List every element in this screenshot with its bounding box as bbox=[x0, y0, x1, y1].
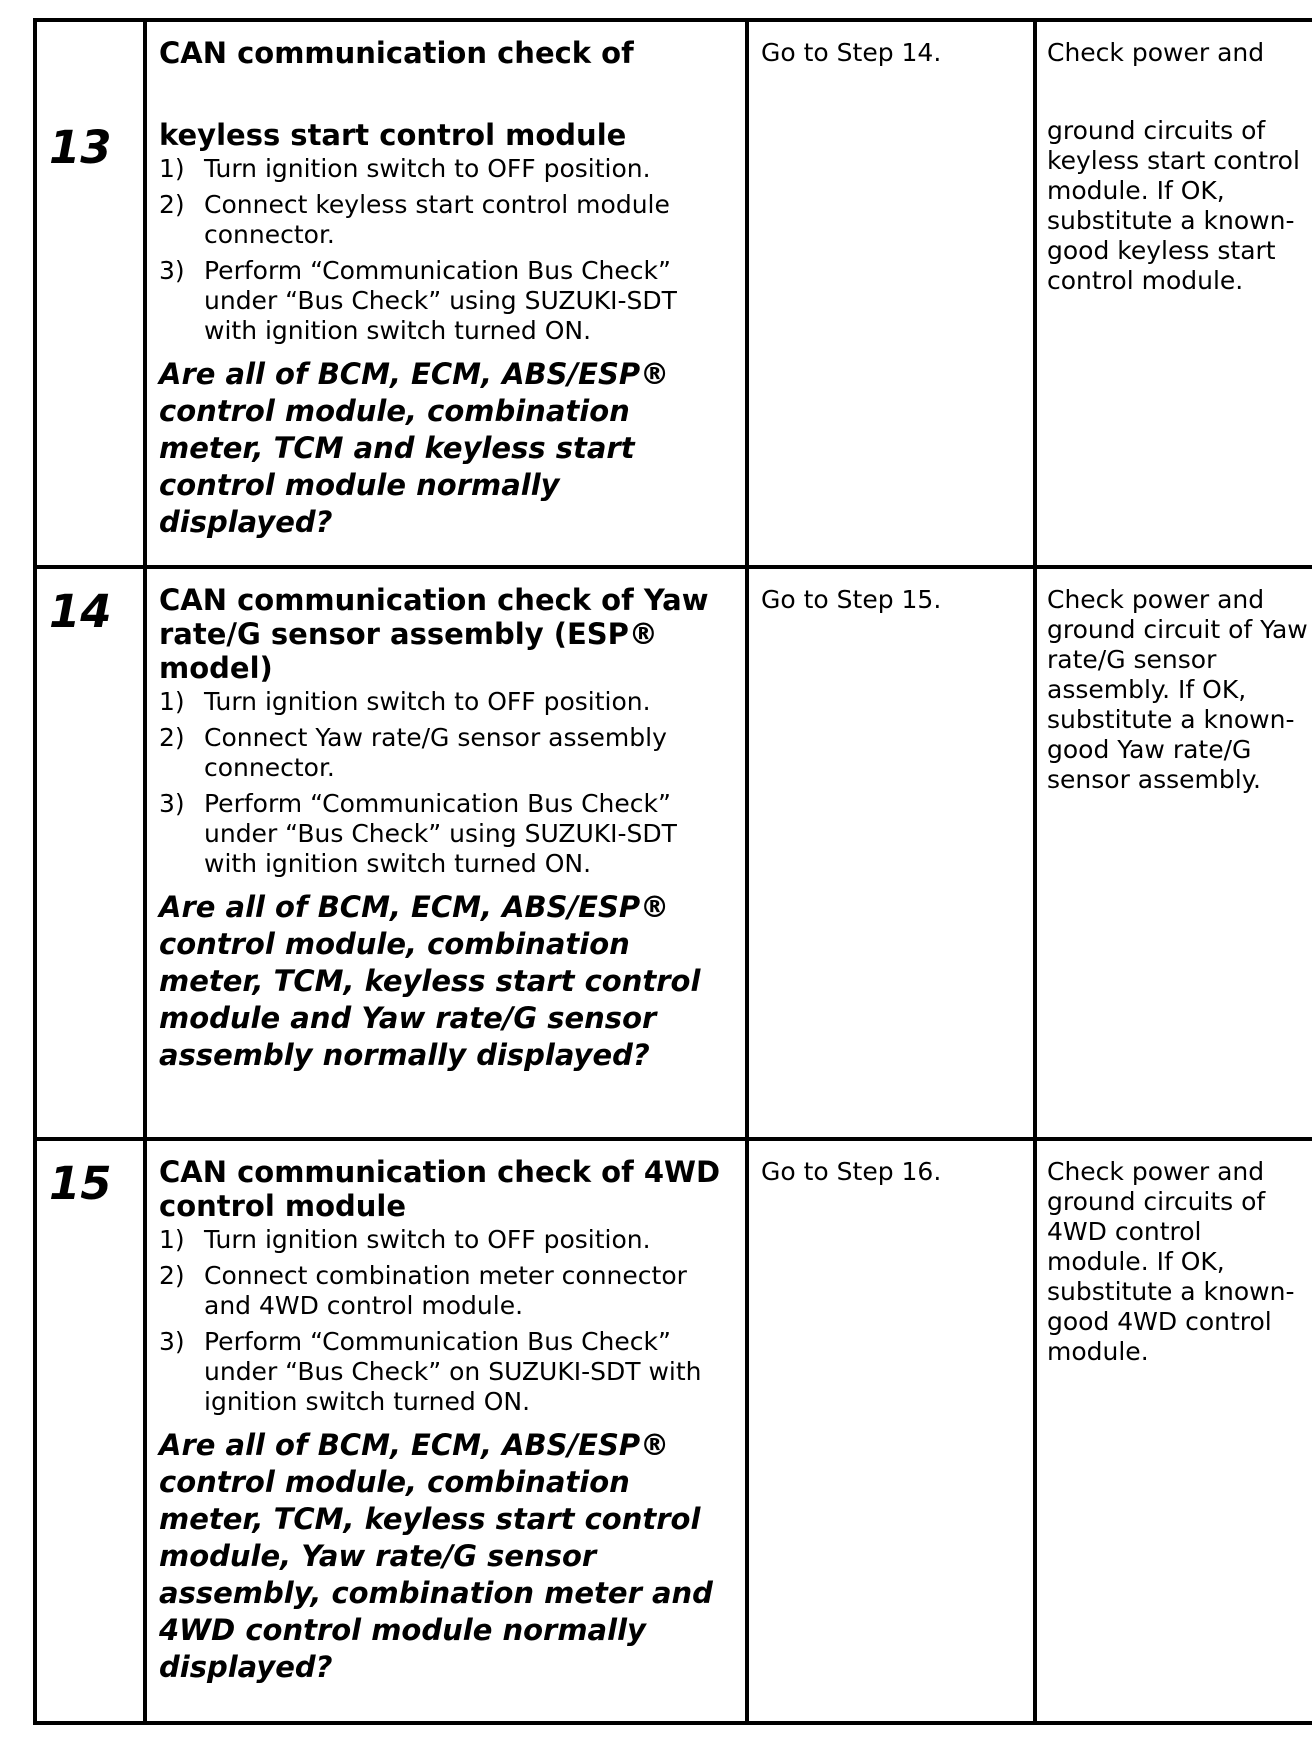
procedure-list bbox=[159, 1225, 735, 1417]
step-title: CAN communication check of 4WD control module bbox=[159, 1155, 721, 1223]
step-title-continued: keyless start control module bbox=[159, 118, 627, 152]
no-cell bbox=[1035, 1139, 1312, 1723]
procedure-item: 3) Perform “Communication Bus Check” under “Bus Check” using SUZUKI-SDT with ignition switch turned ON. bbox=[159, 256, 677, 345]
yes-cell bbox=[747, 567, 1035, 1139]
step-number: 13 bbox=[49, 121, 112, 174]
step-number: 15 bbox=[49, 1157, 112, 1210]
step-question: Are all of BCM, ECM, ABS/ESP® control module, combination meter, TCM, keyless start control module and Yaw rate/G sensor assembly normally displayed? bbox=[159, 890, 701, 1072]
step-number: 14 bbox=[49, 585, 112, 638]
no-cell bbox=[1035, 567, 1312, 1139]
step-row-15 bbox=[35, 1139, 1312, 1723]
yes-result: Go to Step 15. bbox=[761, 585, 942, 614]
no-result: Check power and ground circuits of 4WD control module. If OK, substitute a known-good 4WD control module. bbox=[1047, 1157, 1295, 1366]
procedure-item: 2) Connect Yaw rate/G sensor assembly connector. bbox=[159, 723, 667, 782]
step-question: Are all of BCM, ECM, ABS/ESP® control module, combination meter, TCM and keyless start control module normally displayed? bbox=[159, 357, 670, 539]
yes-cell bbox=[747, 1139, 1035, 1723]
yes-result: Go to Step 16. bbox=[761, 1157, 942, 1186]
no-cell bbox=[1035, 20, 1312, 567]
step-action-cell bbox=[145, 1139, 747, 1723]
no-result: ground circuits of keyless start control module. If OK, substitute a known-good keyless start control module. bbox=[1047, 116, 1300, 295]
procedure-item: 2) Connect combination meter connector and 4WD control module. bbox=[159, 1261, 687, 1320]
troubleshooting-page bbox=[33, 18, 1308, 1725]
procedure-item: 1) Turn ignition switch to OFF position. bbox=[159, 154, 651, 183]
step-action-cell bbox=[145, 20, 747, 567]
procedure-item: 2) Connect keyless start control module connector. bbox=[159, 190, 670, 249]
step-title: CAN communication check of bbox=[159, 36, 634, 70]
step-number-cell bbox=[35, 1139, 145, 1723]
procedure-item: 1) Turn ignition switch to OFF position. bbox=[159, 1225, 651, 1254]
step-row-14 bbox=[35, 567, 1312, 1139]
step-row-13 bbox=[35, 20, 1312, 567]
procedure-list bbox=[159, 687, 735, 879]
step-number-cell bbox=[35, 567, 145, 1139]
yes-result: Go to Step 14. bbox=[761, 38, 942, 67]
yes-cell bbox=[747, 20, 1035, 567]
procedure-item: 3) Perform “Communication Bus Check” under “Bus Check” on SUZUKI-SDT with ignition switch turned ON. bbox=[159, 1327, 702, 1416]
no-result: Check power and ground circuit of Yaw rate/G sensor assembly. If OK, substitute a known-good Yaw rate/G sensor assembly. bbox=[1047, 585, 1308, 794]
procedure-item: 3) Perform “Communication Bus Check” under “Bus Check” using SUZUKI-SDT with ignition switch turned ON. bbox=[159, 789, 677, 878]
procedure-list bbox=[159, 154, 735, 346]
troubleshooting-table bbox=[33, 18, 1312, 1725]
step-number-cell bbox=[35, 20, 145, 567]
step-title: CAN communication check of Yaw rate/G sensor assembly (ESP® model) bbox=[159, 583, 709, 685]
step-action-cell bbox=[145, 567, 747, 1139]
no-result-line1: Check power and bbox=[1047, 38, 1265, 67]
step-question: Are all of BCM, ECM, ABS/ESP® control module, combination meter, TCM, keyless start control module, Yaw rate/G sensor assembly, combination meter and 4WD control module normally displayed? bbox=[159, 1428, 713, 1684]
procedure-item: 1) Turn ignition switch to OFF position. bbox=[159, 687, 651, 716]
